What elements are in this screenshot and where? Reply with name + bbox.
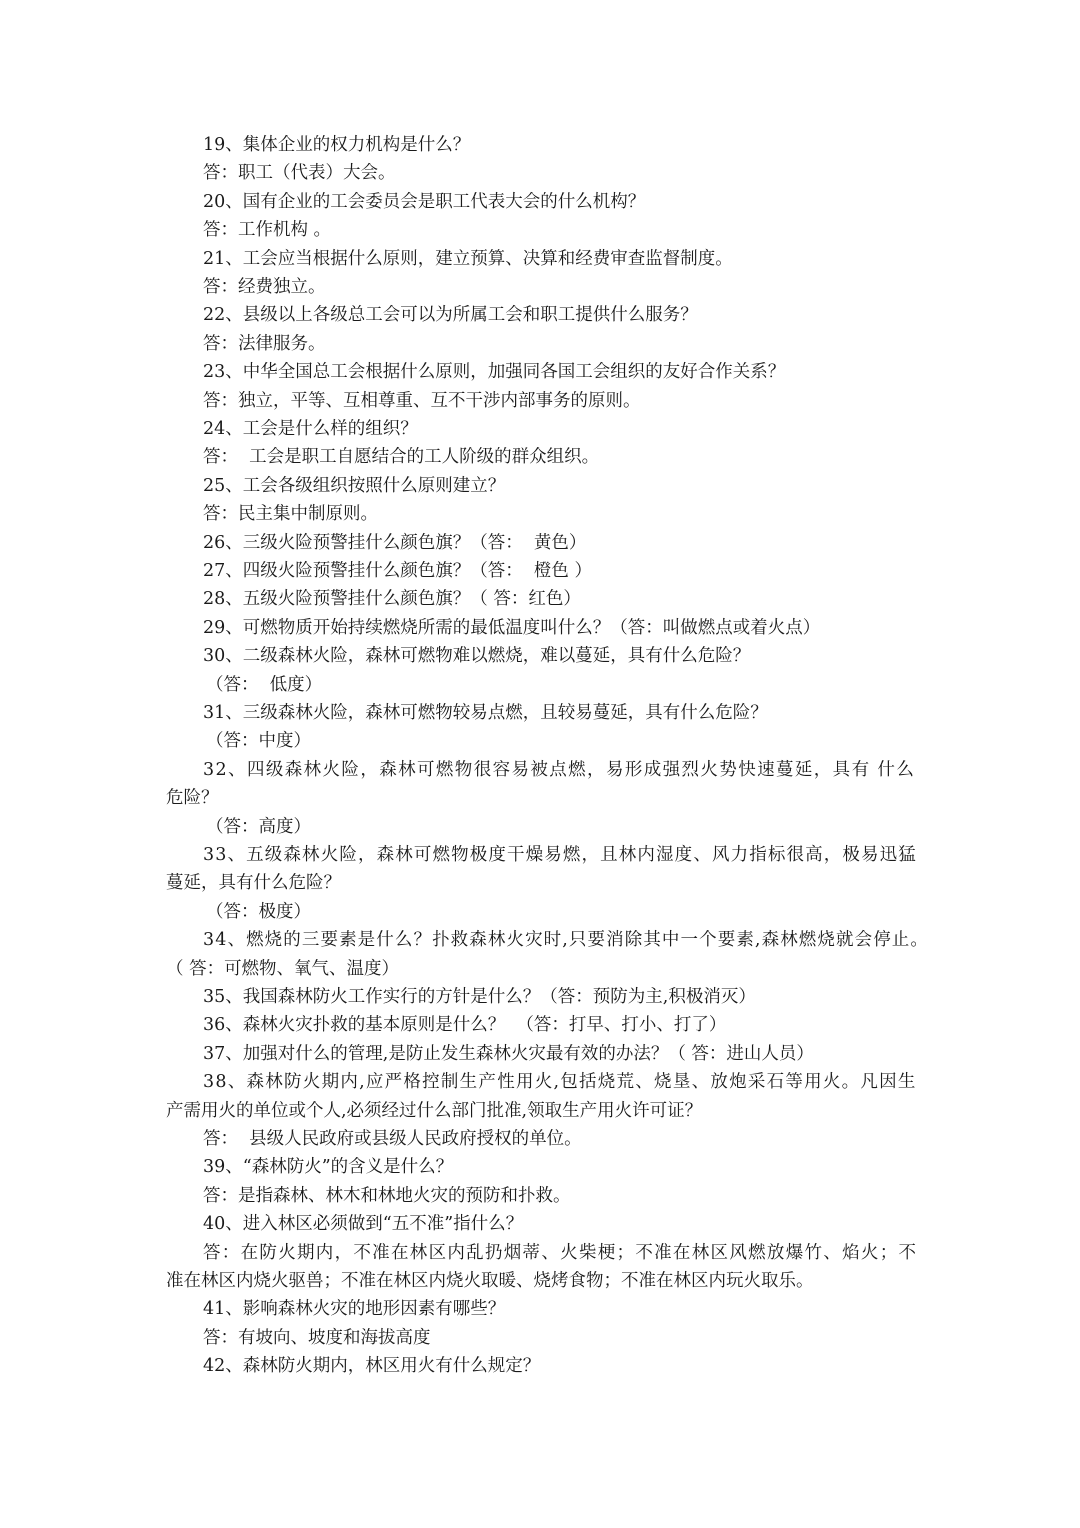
text-line: 38、森林防火期内,应严格控制生产性用火,包括烧荒、烧垦、放炮采石等用火。凡因生: [203, 1072, 917, 1093]
text-line: 41、影响森林火灾的地形因素有哪些？: [203, 1299, 506, 1320]
text-line: 答：独立，平等、互相尊重、互不干涉内部事务的原则。: [203, 390, 641, 411]
text-line: 37、加强对什么的管理,是防止发生森林火灾最有效的办法？（ 答：进山人员）: [203, 1043, 814, 1064]
text-line: 22、县级以上各级总工会可以为所属工会和职工提供什么服务？: [203, 305, 698, 326]
text-line: 21、工会应当根据什么原则，建立预算、决算和经费审查监督制度。: [203, 248, 733, 269]
text-line: 20、国有企业的工会委员会是职工代表大会的什么机构？: [203, 191, 646, 212]
text-line: 40、进入林区必须做到“五不准”指什么？: [203, 1214, 524, 1235]
text-line: 答：职工（代表）大会。: [203, 163, 396, 184]
text-line: 28、五级火险预警挂什么颜色旗？（ 答：红色）: [203, 589, 581, 610]
text-line: 34、燃烧的三要素是什么？扑救森林火灾时,只要消除其中一个要素,森林燃烧就会停止。: [203, 930, 929, 951]
text-line: 30、二级森林火险，森林可燃物难以燃烧，难以蔓延，具有什么危险？: [203, 646, 751, 667]
text-line: 危险？: [166, 788, 219, 809]
text-line: 答：有坡向、坡度和海拔高度: [203, 1327, 431, 1348]
text-line: 27、四级火险预警挂什么颜色旗？（答： 橙色 ）: [203, 561, 592, 581]
text-line: 35、我国森林防火工作实行的方针是什么？（答：预防为主,积极消灭）: [203, 987, 756, 1007]
text-line: 25、工会各级组织按照什么原则建立？: [203, 475, 506, 496]
text-line: 24、工会是什么样的组织？: [203, 419, 418, 439]
text-line: （答：高度）: [206, 816, 311, 837]
text-line: 19、集体企业的权力机构是什么？: [203, 135, 471, 155]
text-line: 23、中华全国总工会根据什么原则，加强同各国工会组织的友好合作关系？: [203, 362, 786, 383]
text-line: 32、四级森林火险，森林可燃物很容易被点燃，易形成强烈火势快速蔓延，具有 什么: [203, 759, 916, 780]
text-line: 答：经费独立。: [203, 277, 326, 297]
text-line: （答： 低度）: [206, 674, 323, 695]
text-line: 答：法律服务。: [203, 333, 326, 354]
text-line: 33、五级森林火险，森林可燃物极度干燥易燃，且林内湿度、风力指标很高，极易迅猛: [203, 845, 917, 865]
text-line: 答： 工会是职工自愿结合的工人阶级的群众组织。: [203, 447, 600, 468]
text-line: 答：在防火期内，不准在林区内乱扔烟蒂、火柴梗；不准在林区风燃放爆竹、焰火；不: [203, 1242, 918, 1263]
text-line: 26、三级火险预警挂什么颜色旗？（答： 黄色）: [203, 532, 587, 553]
text-line: 答：民主集中制原则。: [203, 504, 378, 525]
text-line: 42、森林防火期内，林区用火有什么规定？: [203, 1356, 541, 1377]
text-line: 答： 县级人民政府或县级人民政府授权的单位。: [203, 1129, 582, 1149]
text-line: 产需用火的单位或个人,必须经过什么部门批准,领取生产用火许可证？: [166, 1100, 703, 1121]
text-line: 36、森林火灾扑救的基本原则是什么？ （答：打早、打小、打了）: [203, 1015, 727, 1036]
text-line: 答：工作机构 。: [203, 220, 332, 241]
text-line: （答：中度）: [206, 731, 311, 752]
text-line: 39、“森林防火”的含义是什么？: [203, 1157, 454, 1178]
text-line: （答：极度）: [206, 901, 311, 922]
text-line: 蔓延，具有什么危险？: [166, 873, 341, 894]
text-line: 29、可燃物质开始持续燃烧所需的最低温度叫什么？（答：叫做燃点或着火点）: [203, 617, 821, 638]
text-line: （ 答：可燃物、氧气、温度）: [166, 958, 400, 979]
text-line: 答：是指森林、林木和林地火灾的预防和扑救。: [203, 1185, 571, 1206]
text-line: 31、三级森林火险，森林可燃物较易点燃，且较易蔓延，具有什么危险？: [203, 703, 768, 723]
text-line: 准在林区内烧火驱兽；不准在林区内烧火取暖、烧烤食物；不准在林区内玩火取乐。: [166, 1271, 814, 1291]
